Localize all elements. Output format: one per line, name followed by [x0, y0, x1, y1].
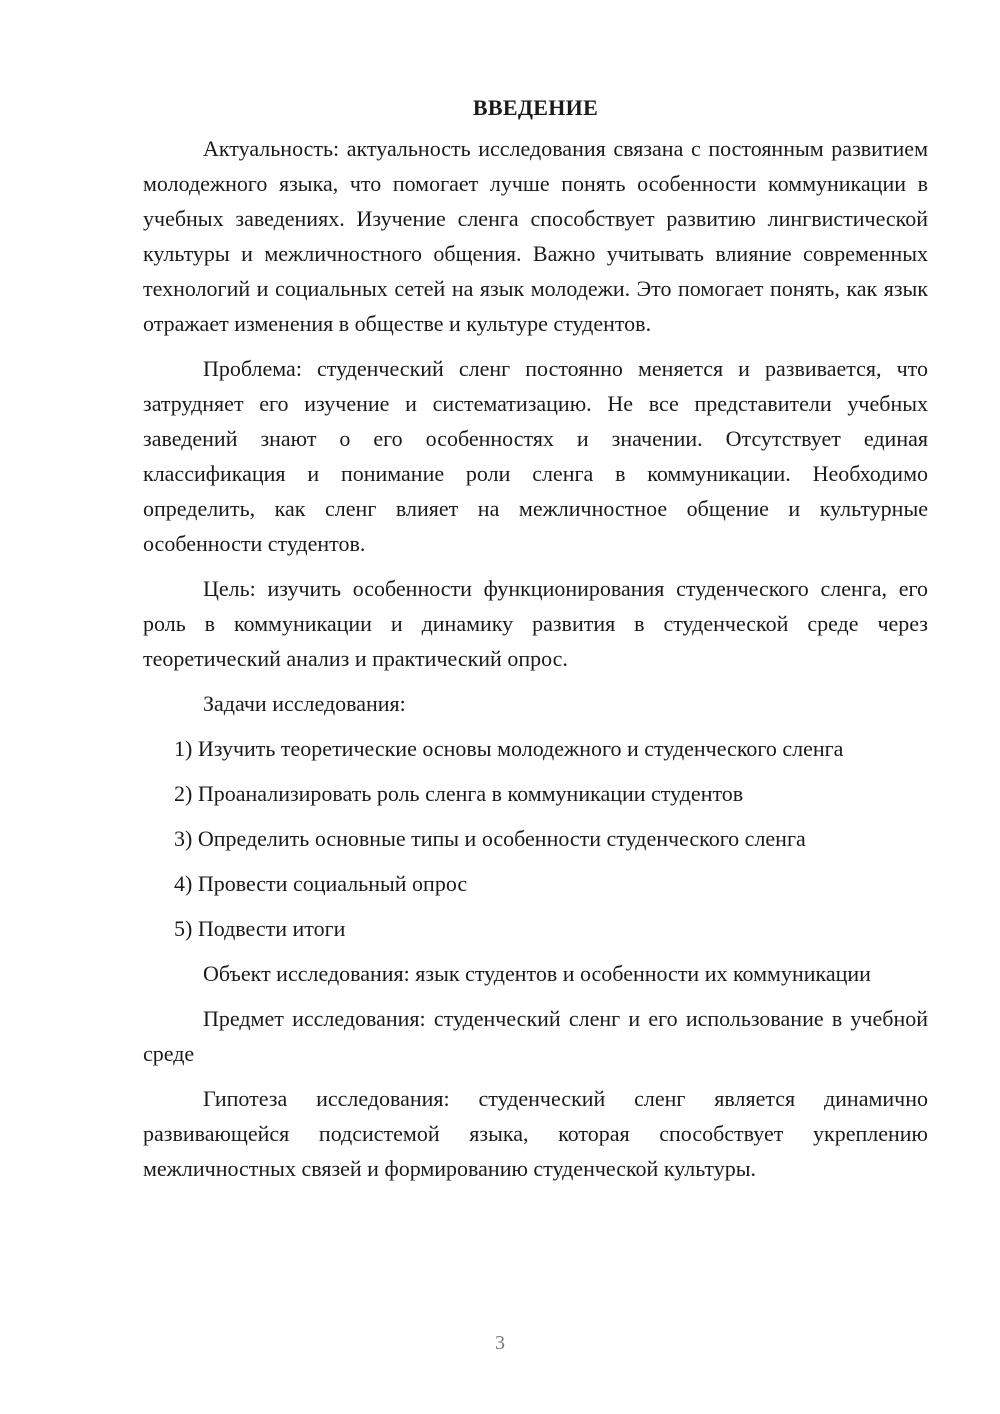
page-number: 3 [495, 1332, 505, 1354]
object-paragraph: Объект исследования: язык студентов и особенности их коммуникации [203, 961, 871, 986]
tasks-heading: Задачи исследования: [203, 691, 406, 716]
hypothesis-paragraph: Гипотеза исследования: студенческий сленг является динамично развивающейся подсистемой языка, которая способствует укреплению межличностных связей и формированию студенческой культуры. [143, 1086, 928, 1181]
document-page [143, 90, 928, 1196]
section-title: ВВЕДЕНИЕ [472, 95, 599, 120]
task-item: 5) Подвести итоги [174, 916, 346, 941]
problem-paragraph: Проблема: студенческий сленг постоянно меняется и развивается, что затрудняет его изучение и систематизацию. Не все представители учебных заведений знают о его особенностях и значении. Отсутствует единая классификация и понимание роли сленга в коммуникации. Необходимо определить, как сленг влияет на межличностное общение и культурные особенности студентов. [143, 356, 928, 556]
task-item: 4) Провести социальный опрос [174, 871, 468, 896]
task-item: 3) Определить основные типы и особенности студенческого сленга [174, 826, 806, 851]
subject-paragraph: Предмет исследования: студенческий сленг и его использование в учебной среде [143, 1006, 928, 1066]
relevance-paragraph: Актуальность: актуальность исследования связана с постоянным развитием молодежного языка, что помогает лучше понять особенности коммуникации в учебных заведениях. Изучение сленга способствует развитию лингвистической культуры и межличностного общения. Важно учитывать влияние современных технологий и социальных сетей на язык молодежи. Это помогает понять, как язык отражает изменения в обществе и культуре студентов. [143, 136, 928, 336]
goal-paragraph: Цель: изучить особенности функционирования студенческого сленга, его роль в коммуникации и динамику развития в студенческой среде через теоретический анализ и практический опрос. [143, 576, 928, 671]
task-item: 1) Изучить теоретические основы молодежного и студенческого сленга [174, 736, 844, 761]
task-item: 2) Проанализировать роль сленга в коммуникации студентов [174, 781, 744, 806]
tasks-list [143, 731, 928, 946]
